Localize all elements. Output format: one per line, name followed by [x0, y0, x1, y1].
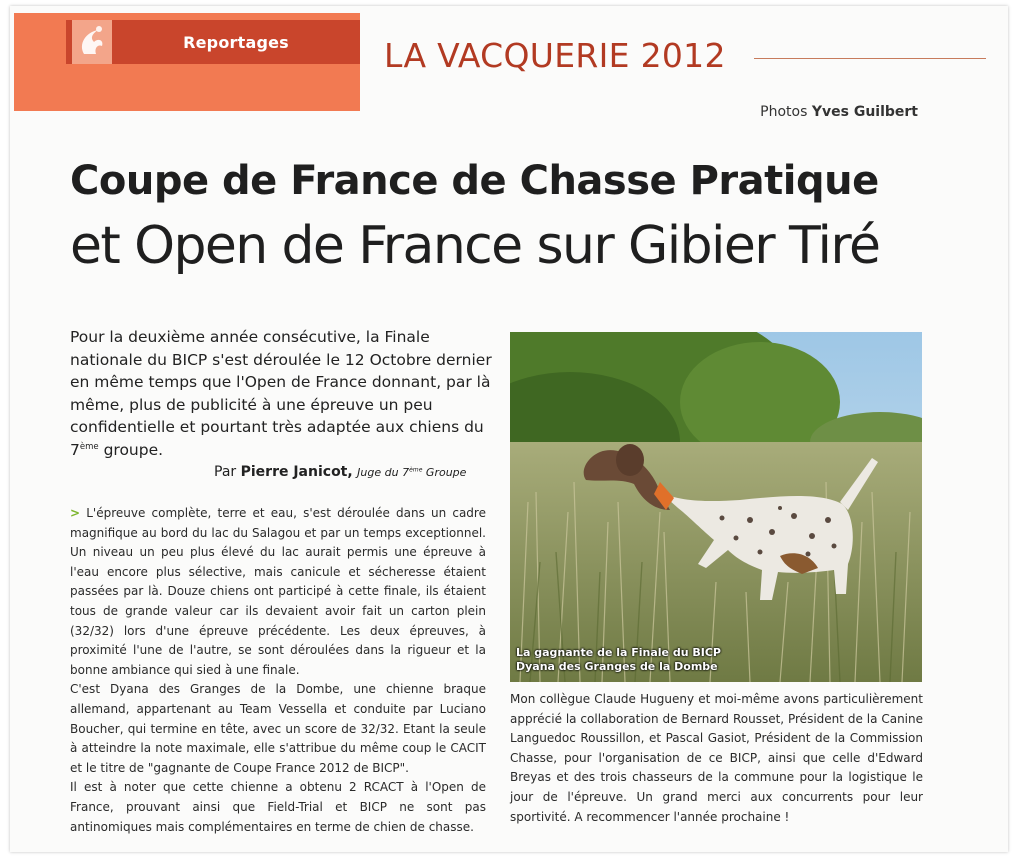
caption-line-1: La gagnante de la Finale du BICP — [516, 646, 721, 659]
byline-role: Juge du 7ème Groupe — [357, 466, 467, 479]
intro-text-end: groupe. — [98, 440, 164, 459]
article-body-right — [510, 690, 923, 827]
magazine-page — [10, 6, 1008, 852]
magazine-logo-icon — [72, 20, 112, 64]
dog-in-grass-photo — [510, 332, 922, 682]
intro-text: Pour la deuxième année consécutive, la Finale nationale du BICP s'est déroulée le 12 Octobre dernier en même temps que l'Open de France donnant, par là même, plus de publicité à une épreuve un peu confidentielle et pourtant très adaptée aux chiens du 7 — [70, 328, 492, 459]
byline-prefix: Par — [214, 464, 237, 480]
headline-line-2: et Open de France sur Gibier Tiré — [70, 216, 880, 276]
intro-paragraph — [70, 326, 502, 461]
intro-superscript: ème — [79, 441, 99, 452]
photo-credit — [760, 104, 918, 120]
section-label: Reportages — [183, 32, 289, 52]
section-header-band — [14, 13, 360, 111]
photo-caption — [516, 646, 721, 674]
article-body-left — [70, 504, 486, 837]
photo-credit-prefix: Photos — [760, 104, 808, 120]
photo-credit-name: Yves Guilbert — [811, 104, 918, 120]
body-paragraph-1: > L'épreuve complète, terre et eau, s'est déroulée dans un cadre magnifique au bord du lac du Salagou et par un temps exceptionnel. Un niveau un peu plus élevé du lac aurait permis une épreuve à l'eau encore plus sélective, mais canicule et sécheresse étaient passées par là. Douze chiens ont participé à cette finale, ils étaient tous de grande valeur car ils devaient avoir fait un carton plein (32/32) lors d'une épreuve précédente. Les deux épreuves, à proximité l'une de l'autre, se sont déroulées dans la rigueur et la bonne ambiance qui sied à une finale. — [70, 506, 486, 677]
caption-line-2: Dyana des Granges de la Dombe — [516, 660, 718, 673]
body-paragraph-3: Il est à noter que cette chienne a obtenu 2 RCACT à l'Open de France, prouvant ainsi que Field-Trial et BICP ne sont pas antinomiques mais complémentaires en terme de chien de chasse. — [70, 780, 486, 834]
headline-line-1: Coupe de France de Chasse Pratique — [70, 158, 879, 204]
body-paragraph-2: C'est Dyana des Granges de la Dombe, une chienne braque allemand, appartenant au Team Vessella et conduite par Luciano Boucher, qui termine en tête, avec un score de 32/32. Etant la seule à atteindre la note maximale, elle s'attribue du même coup le CACIT et le titre de "gagnante de Coupe France 2012 de BICP". — [70, 682, 486, 775]
byline-author: Pierre Janicot, — [240, 464, 353, 480]
paragraph-marker-icon: > — [70, 506, 81, 520]
event-title: LA VACQUERIE 2012 — [384, 36, 726, 75]
body-right-paragraph: Mon collègue Claude Hugueny et moi-même avons particulièrement apprécié la collaboration de Bernard Rousset, Président de la Canine Languedoc Roussillon, et Pascal Gasiot, Président de la Commission Chasse, pour l'organisation de ce BICP, ainsi que celle d'Edward Breyas et des trois chasseurs de la commune pour la logistique le jour de l'épreuve. Un grand merci aux concurrents pour leur sportivité. A recommencer l'année prochaine ! — [510, 692, 923, 824]
title-rule-divider — [754, 58, 986, 59]
byline — [214, 464, 466, 480]
